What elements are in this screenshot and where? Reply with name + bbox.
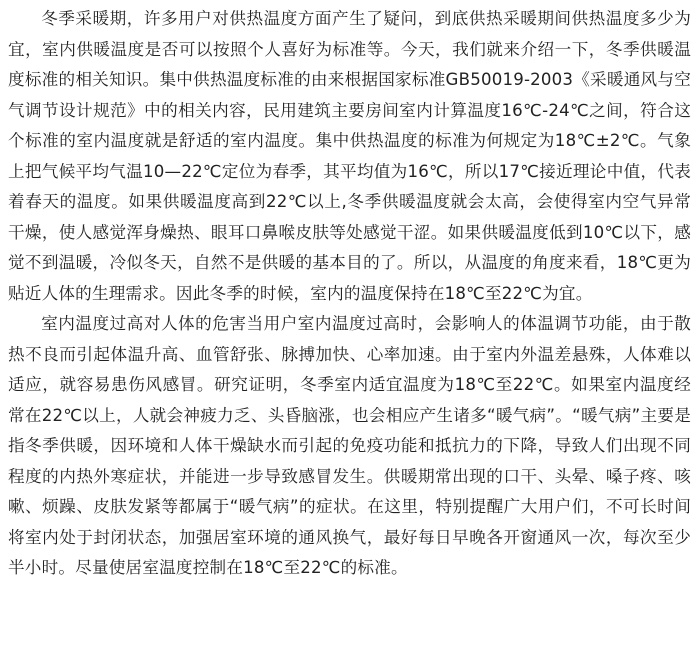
article-paragraph-high-temperature-harm: 室内温度过高对人体的危害当用户室内温度过高时，会影响人的体温调节功能，由于散热不良而引起体温升高、血管舒张、脉搏加快、心率加速。由于室内外温差悬殊，人体难以适应，就容易患伤风感冒。研究证明，冬季室内适宜温度为18℃至22℃。如果室内温度经常在22℃以上，人就会神疲力乏、头昏脑涨，也会相应产生诸多“暖气病”。“暖气病”主要是指冬季供暖，因环境和人体干燥缺水而引起的免疫功能和抵抗力的下降，导致人们出现不同程度的内热外寒症状，并能进一步导致感冒发生。供暖期常出现的口干、头晕、嗓子疼、咳嗽、烦躁、皮肤发紧等都属于“暖气病”的症状。在这里，特别提醒广大用户们，不可长时间将室内处于封闭状态，加强居室环境的通风换气，最好每日早晚各开窗通风一次，每次至少半小时。尽量使居室温度控制在18℃至22℃的标准。 [8, 314, 691, 577]
article-paragraph-heating-standard: 冬季采暖期，许多用户对供热温度方面产生了疑问，到底供热采暖期间供热温度多少为宜，室内供暖温度是否可以按照个人喜好为标准等。今天，我们就来介绍一下，冬季供暖温度标准的相关知识。集中供热温度标准的由来根据国家标准GB50019-2003《采暖通风与空气调节设计规范》中的相关内容，民用建筑主要房间室内计算温度16℃-24℃之间，符合这个标准的室内温度就是舒适的室内温度。集中供热温度的标准为何规定为18℃±2℃。气象上把气候平均气温10—22℃定位为春季，其平均值为16℃，所以17℃接近理论中值，代表着春天的温度。如果供暖温度高到22℃以上,冬季供暖温度就会太高，会使得室内空气异常干燥，使人感觉浑身燥热、眼耳口鼻喉皮肤等处感觉干涩。如果供暖温度低到10℃以下，感觉不到温暖，冷似冬天，自然不是供暖的基本目的了。所以，从温度的角度来看，18℃更为贴近人体的生理需求。因此冬季的时候，室内的温度保持在18℃至22℃为宜。 [8, 9, 691, 303]
